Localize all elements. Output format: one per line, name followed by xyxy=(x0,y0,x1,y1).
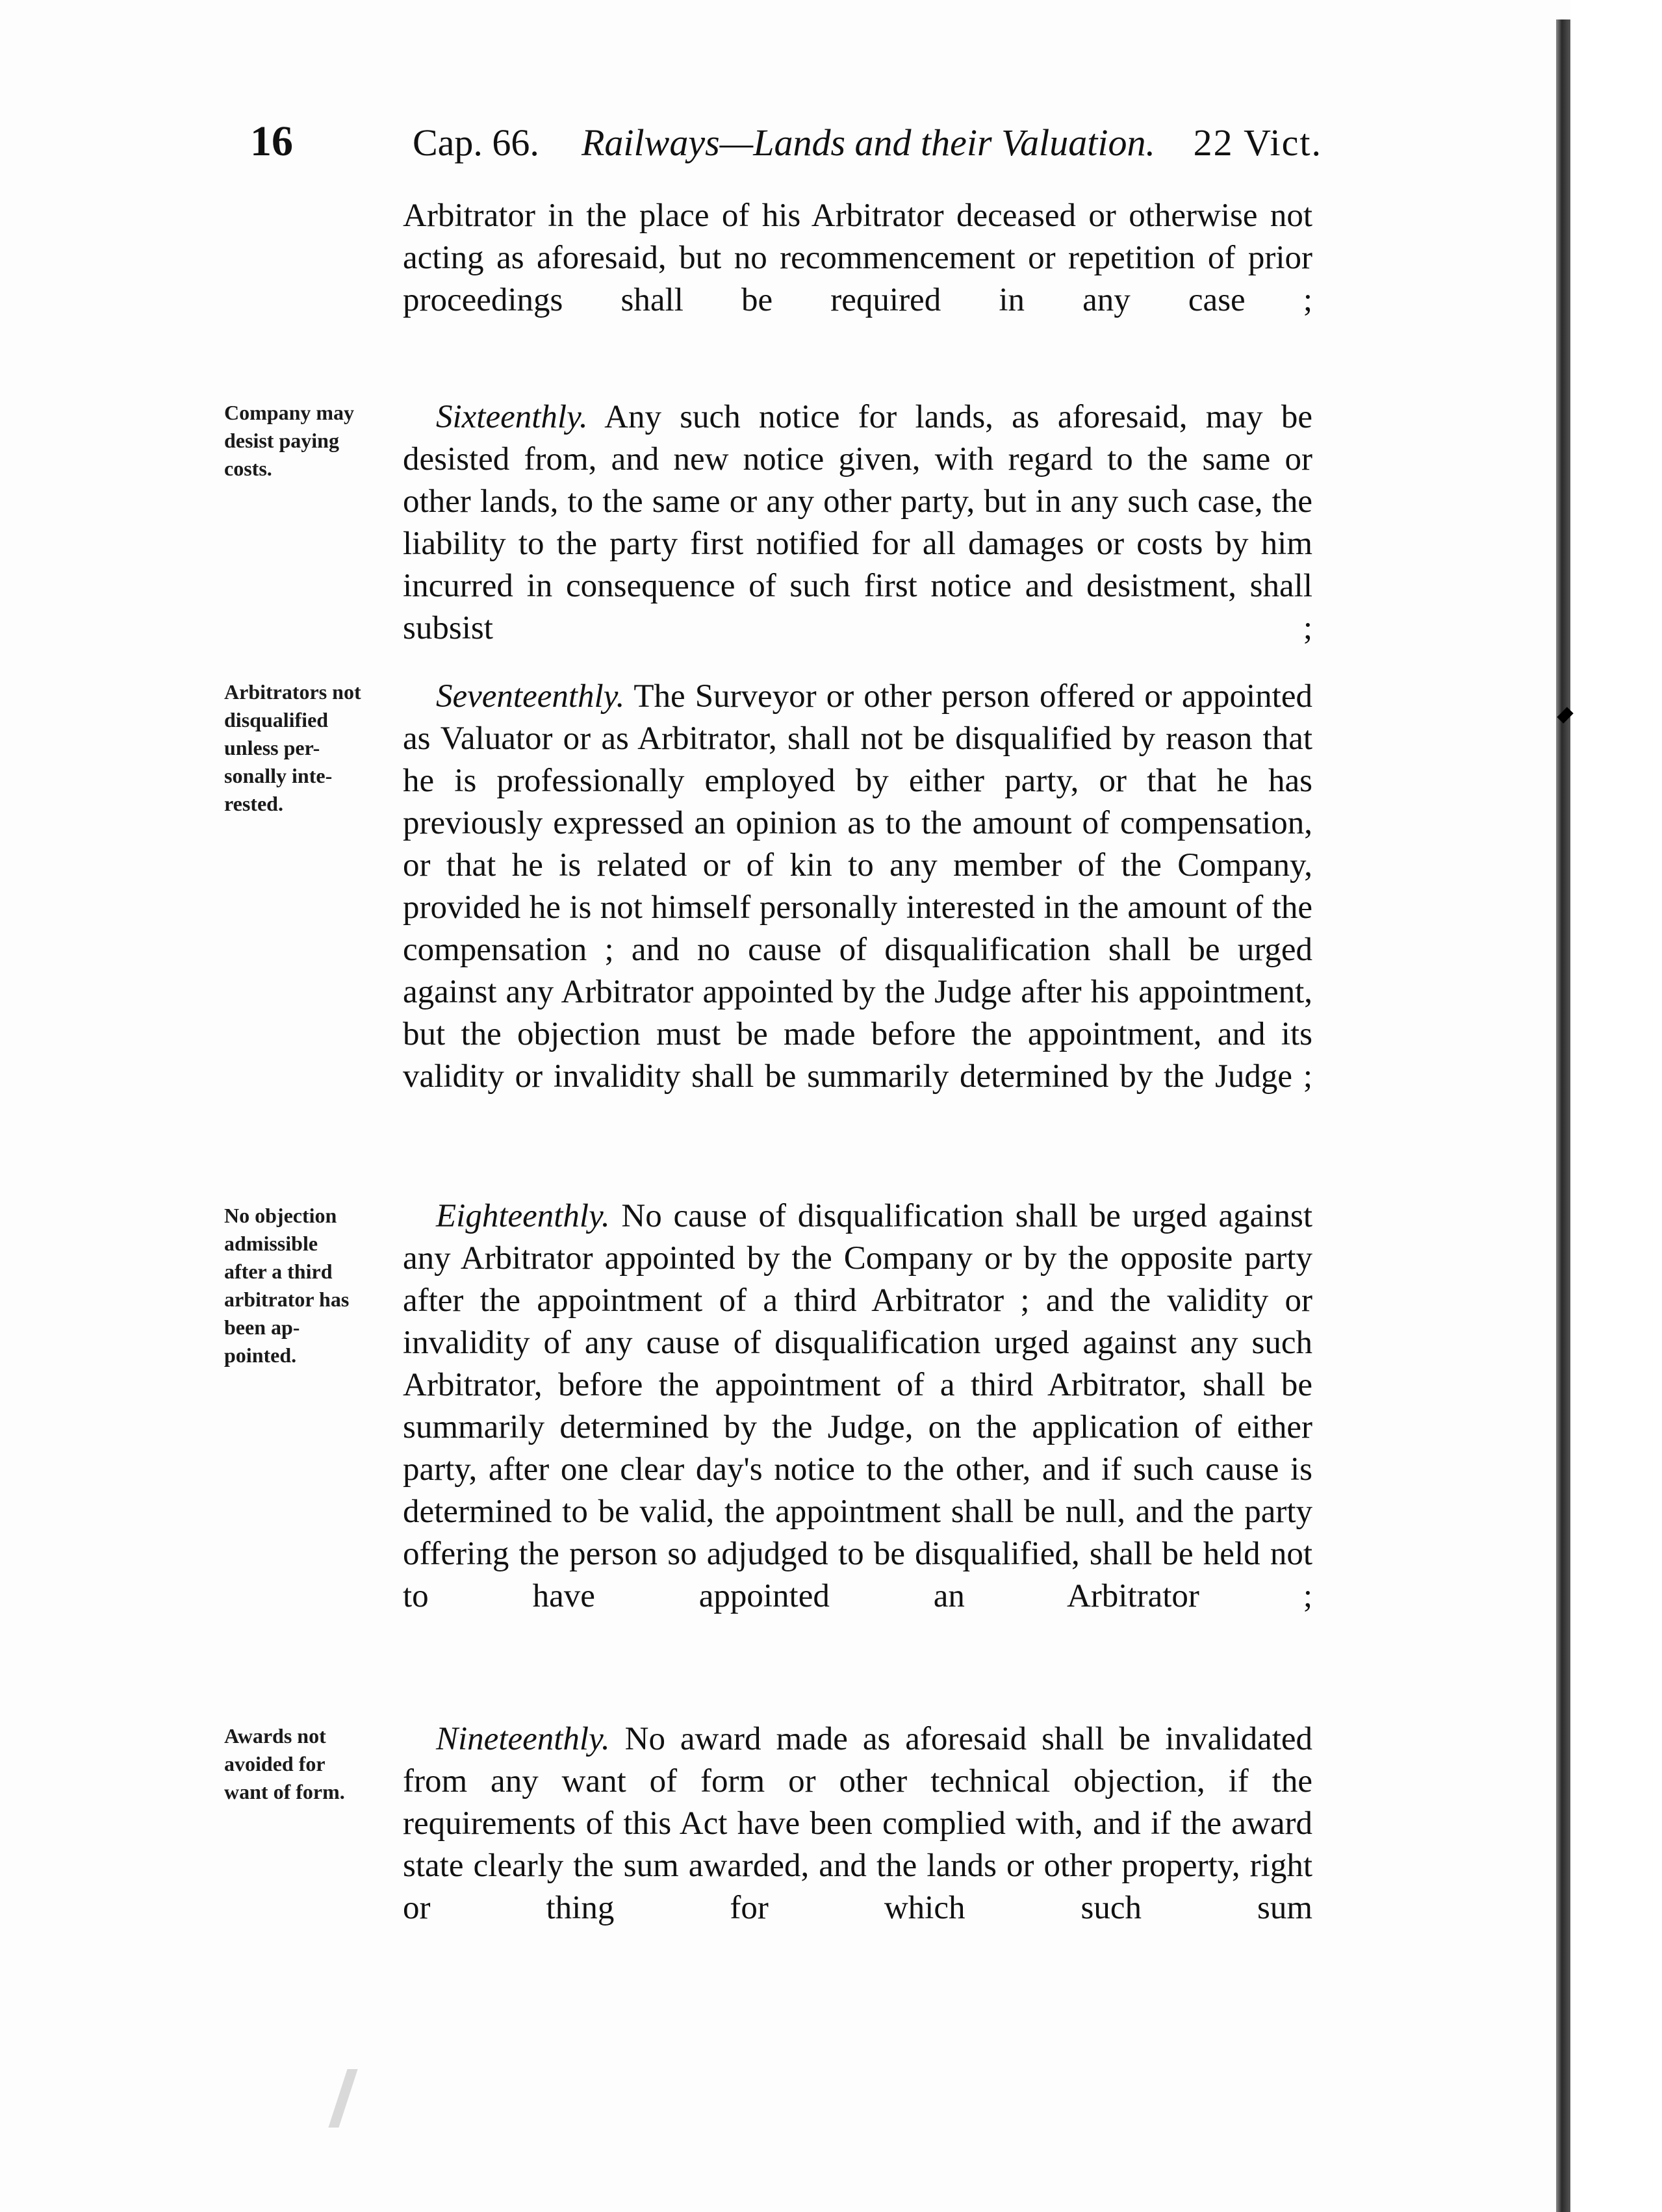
paragraph-lead: Nineteenthly. xyxy=(436,1721,610,1757)
paragraph-text: No cause of disqualification shall be urged against any Arbitrator appointed by the Company or by the opposite party after the appointment of a third Arbitrator ; and the validity or invalidity of any cause of disqualification urged against any such Arbitrator, before the appointment of a third Arbitrator, shall be summarily determined by the Judge, on the application of either party, after one clear day's notice to the other, and if such cause is determined to be valid, the appointment shall be null, and the party offering the person so adjudged to be disqualified, shall be held not to have appointed an Arbitrator ; xyxy=(403,1198,1312,1614)
page-border xyxy=(1570,0,1662,2212)
margin-note: No objection admissible after a third arbitrator has been ap- pointed. xyxy=(224,1204,350,1367)
paragraph-text: Any such notice for lands, as aforesaid, may be desisted from, and new notice given, with regard to the same or other lands, to the same or any other party, but in any such case, the liability to the party first notified for all damages or costs by him incurred in consequence of such first notice and desistment, shall subsist ; xyxy=(403,399,1313,646)
paragraph-text: No award made as aforesaid shall be invalidated from any want of form or other technical objection, if the requirements of this Act have been complied with, and if the award state clearly the sum awarded, and the lands or other property, right or thing for which such sum xyxy=(403,1721,1313,1926)
paragraph-lead: Seventeenthly. xyxy=(436,678,625,715)
binding-edge xyxy=(1556,19,1570,2212)
paragraph xyxy=(403,1718,1312,1929)
paragraph-lead: Sixteenthly. xyxy=(436,399,588,435)
scan-artifact xyxy=(328,2069,403,2128)
paragraph xyxy=(403,1195,1312,1618)
margin-note: Company may desist paying costs. xyxy=(224,401,355,480)
regnal-year: 22 Vict. xyxy=(1193,121,1322,164)
paragraph-lead: Eighteenthly. xyxy=(436,1198,610,1234)
margin-note: Awards not avoided for want of form. xyxy=(224,1724,345,1803)
running-header xyxy=(250,117,1322,175)
chapter-label: Cap. 66. xyxy=(413,121,539,164)
paragraph xyxy=(403,676,1312,1098)
running-title: Railways—Lands and their Valuation. xyxy=(582,121,1155,164)
paragraph-text: Arbitrator in the place of his Arbitrator deceased or otherwise not acting as aforesaid, but no recommencement or repetition of prior proceedings shall be required in any case ; xyxy=(403,197,1312,318)
page-number: 16 xyxy=(250,118,293,165)
paragraph xyxy=(403,396,1312,650)
paragraph xyxy=(403,195,1312,322)
paragraph-text: The Surveyor or other person offered or appointed as Valuator or as Arbitrator, shall not be disqualified by reason that he is professionally employed by either party, or that he has previously expressed an opinion as to the amount of compensation, or that he is related or of kin to any member of the Company, provided he is not himself personally interested in the amount of the compensation ; and no cause of disqualification shall be urged against any Arbitrator appointed by the Judge after his appointment, but the objection must be made before the appointment, and its validity or invalidity shall be summarily determined by the Judge ; xyxy=(403,678,1312,1095)
margin-note: Arbitrators not disqualified unless per- sonally inte- rested. xyxy=(224,680,361,815)
